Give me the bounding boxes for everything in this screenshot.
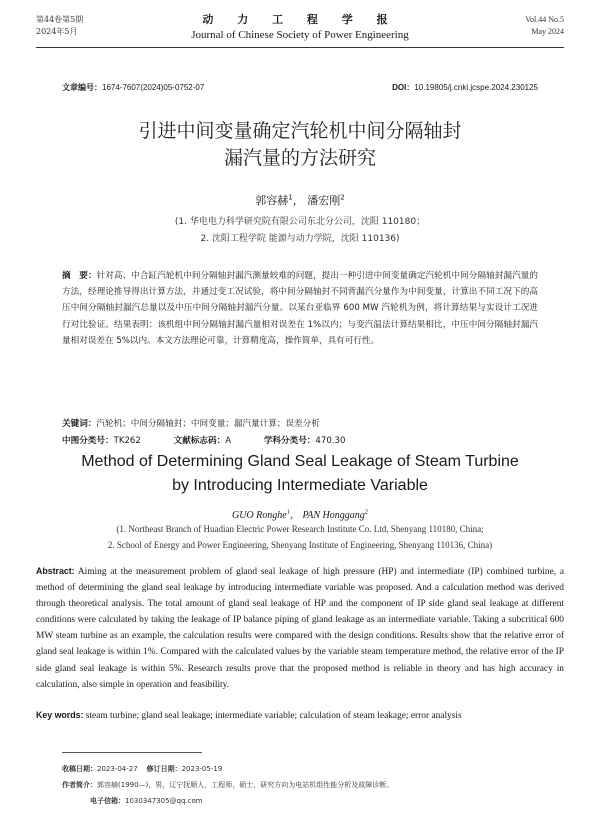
- title-en: [0, 450, 600, 498]
- affiliation-cn-1: (1. 华电电力科学研究院有限公司东北分公司，沈阳 110180；: [174, 217, 426, 227]
- article-number: [62, 82, 204, 93]
- author-en-2: PAN Honggang: [302, 510, 365, 521]
- doc-code-label: 文献标志码：: [173, 436, 226, 446]
- revised-date: 2023-05-19: [181, 765, 223, 773]
- journal-name-cn: 动 力 工 程 学 报: [202, 13, 398, 26]
- doi: [392, 82, 538, 93]
- keywords-cn-text: 汽轮机；中间分隔轴封；中间变量；漏汽量计算；误差分析: [96, 419, 320, 429]
- received-label: 收稿日期：: [62, 765, 97, 773]
- email-label: 电子信箱：: [90, 797, 125, 805]
- author-en-sep: ，: [289, 510, 300, 521]
- keywords-cn: [62, 417, 538, 429]
- author-en-1-sup: 1: [286, 508, 290, 516]
- keywords-en-text: steam turbine; gland seal leakage; intermediate variable; calculation of steam leakage; error analysis: [85, 711, 462, 721]
- authors-en: [0, 506, 600, 521]
- author-en-1: GUO Ronghe: [231, 510, 287, 521]
- journal-name-en: Journal of Chinese Society of Power Engineering: [191, 29, 409, 41]
- author-cn-sep: ，: [292, 194, 304, 207]
- author-bio-label: 作者简介：: [62, 781, 97, 789]
- affiliation-cn-2: 2. 沈阳工程学院 能源与动力学院，沈阳 110136): [200, 234, 400, 244]
- title-cn-line1: 引进中间变量确定汽轮机中间分隔轴封: [138, 120, 462, 142]
- abstract-cn: [62, 268, 538, 349]
- revised-label: 修订日期：: [146, 765, 182, 773]
- author-cn-2: 潘宏刚: [307, 194, 341, 207]
- title-cn-line2: 漏汽量的方法研究: [223, 147, 376, 169]
- abstract-en: [36, 563, 564, 693]
- doi-label: DOI：: [392, 83, 415, 92]
- header-vol-en: Vol.44 No.5: [525, 15, 564, 24]
- author-cn-2-sup: 2: [340, 193, 345, 202]
- header-vol-cn: 第44卷第5期: [36, 15, 84, 24]
- header-date-en: May 2024: [531, 27, 564, 36]
- email-value: 1030347305@qq.com: [125, 797, 203, 805]
- subject-code-label: 学科分类号：: [263, 436, 316, 446]
- author-bio-text: 郭容赫(1990—)，男，辽宁抚顺人，工程师，硕士，研究方向为电站机组性能分析及故障诊断。: [97, 781, 394, 789]
- author-cn-1-sup: 1: [288, 193, 293, 202]
- keywords-cn-label: 关键词：: [62, 419, 97, 429]
- abstract-cn-label: 摘 要：: [62, 271, 97, 281]
- affiliation-en-2: 2. School of Energy and Power Engineering, Shenyang Institute of Engineering, Shenyang 110136, China): [107, 540, 493, 550]
- footnote-rule: [62, 752, 202, 753]
- article-number-value: 1674-7607(2024)05-0752-07: [102, 83, 205, 92]
- footnote-dates: [62, 764, 538, 774]
- footnote-email: [90, 796, 538, 806]
- clc-value: TK262: [113, 436, 141, 446]
- authors-cn: [0, 192, 600, 208]
- doc-code-value: A: [225, 436, 232, 446]
- clc-label: 中图分类号：: [62, 436, 114, 446]
- title-cn: [0, 118, 600, 172]
- author-cn-1: 郭容赫: [255, 194, 289, 207]
- affiliations-en: [36, 521, 564, 553]
- classification-cn: [62, 434, 538, 446]
- abstract-en-text: Aiming at the measurement problem of gland seal leakage of high pressure (HP) and intermediate (IP) combined turbine, a method of determining the gland seal leakage by introducing intermediate variable was proposed. And a calculation method was derived through theoretical analysis. The total amount of gland seal leakage of HP and the component of IP side gland seal leakage at different conditions were calculated by taking the leakage of IP balance piping of gland leakage as an intermediate variable. Taking a subcritical 600 MW steam turbine as an example, the calculation results were compared with the design conditions. Results show that the relative error of gland seal leakage is within 1%. Compared with the calculated values by the variable steam temperature method, the relative error of the IP side gland seal leakage is within 5%. Research results prove that the proposed method is reliable in theory and has high accuracy in calculation, also simple in operation and feasibility.: [36, 567, 565, 690]
- author-en-2-sup: 2: [364, 508, 369, 516]
- header-date-cn: 2024年5月: [36, 27, 78, 36]
- abstract-cn-text: 针对高、中合缸汽轮机中间分隔轴封漏汽测量较难的问题，提出一种引进中间变量确定汽轮机中间分隔轴封漏汽量的方法，经理论推导得出计算方法，并通过变工况试验，将中间分隔轴封不同背漏汽分量作为中间变量，计算出不同工况下的高压中间分隔轴封漏汽总量以及中压中间分隔轴封漏汽分量。以某台亚临界 600 MW 汽轮机为例，将计算结果与实设计工况进行对比验证。结果表明：该机组中间分隔轴封漏汽量相对误差在 1%以内；与变汽温法计算结果相比，中压中间分隔轴封漏汽量相对误差在 5%以内。本文方法理论可靠，计算精度高，操作简单，具有可行性。: [62, 271, 538, 346]
- title-en-line2: by Introducing Intermediate Variable: [172, 477, 428, 494]
- subject-code-value: 470.30: [315, 436, 346, 446]
- header-volume-en: [525, 14, 564, 38]
- affiliations-cn: [0, 214, 600, 248]
- keywords-en-label: Key words:: [36, 710, 84, 720]
- header-journal: [36, 12, 564, 42]
- footnote-author-bio: [62, 780, 538, 790]
- title-en-line1: Method of Determining Gland Seal Leakage of Steam Turbine: [81, 453, 519, 470]
- affiliation-en-1: (1. Northeast Branch of Huadian Electric Power Research Institute Co. Ltd, Shenyang 110180, China;: [116, 524, 484, 534]
- running-header: [36, 12, 564, 48]
- keywords-en: [36, 707, 564, 724]
- received-date: 2023-04-27: [97, 765, 138, 773]
- article-number-label: 文章编号：: [62, 83, 102, 92]
- abstract-en-label: Abstract:: [36, 566, 75, 576]
- doi-value: 10.19805/j.cnki.jcspe.2024.230125: [414, 83, 538, 92]
